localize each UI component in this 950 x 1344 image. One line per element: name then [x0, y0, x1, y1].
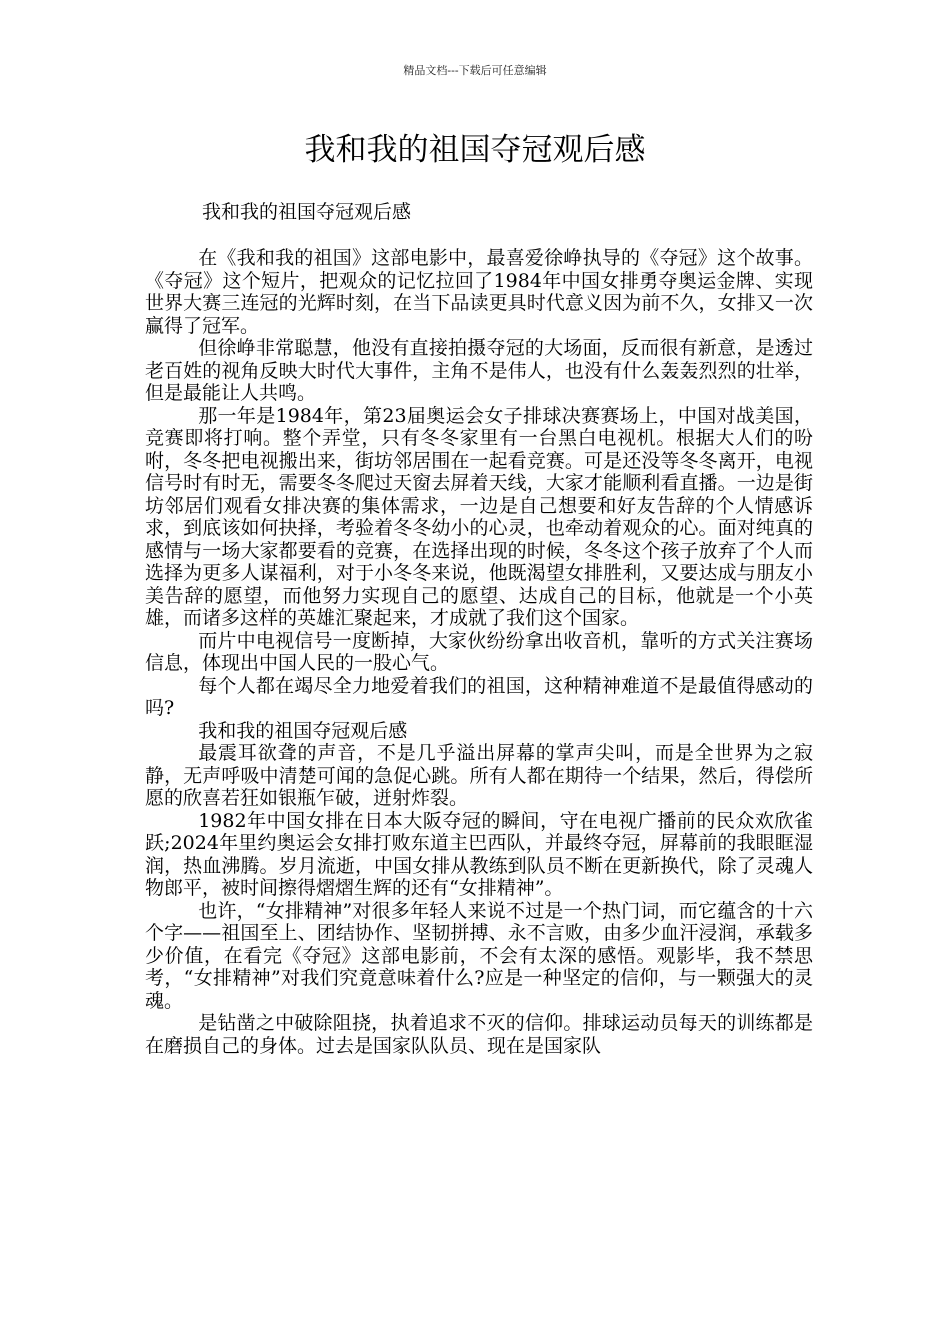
header-note: 精品文档---下载后可任意编辑	[403, 64, 547, 77]
paragraph: 最震耳欲聋的声音，不是几乎溢出屏幕的掌声尖叫，而是全世界为之寂静，无声呼吸中清楚可闻的急促心跳。所有人都在期待一个结果，然后，得偿所愿的欣喜若狂如银瓶乍破，迸射炸裂。	[145, 742, 813, 809]
paragraph: 但徐峥非常聪慧，他没有直接拍摄夺冠的大场面，反而很有新意，是透过老百姓的视角反映大时代大事件，主角不是伟人，也没有什么轰轰烈烈的壮举，但是最能让人共鸣。	[145, 337, 813, 404]
document-title: 我和我的祖国夺冠观后感	[304, 132, 646, 168]
paragraph: 1982年中国女排在日本大阪夺冠的瞬间，守在电视广播前的民众欢欣雀跃;2024年里约奥运会女排打败东道主巴西队，并最终夺冠，屏幕前的我眼眶湿润，热血沸腾。岁月流逝，中国女排从教练到队员不断在更新换代，除了灵魂人物郎平，被时间擦得熠熠生辉的还有“女排精神”。	[145, 809, 813, 899]
paragraph: 每个人都在竭尽全力地爱着我们的祖国，这种精神难道不是最值得感动的吗?	[145, 674, 813, 719]
paragraph: 那一年是1984年，第23届奥运会女子排球决赛赛场上，中国对战美国，竞赛即将打响。整个弄堂，只有冬冬家里有一台黑白电视机。根据大人们的吩咐，冬冬把电视搬出来，街坊邻居围在一起看竞赛。可是还没等冬冬离开，电视信号时有时无，需要冬冬爬过天窗去屏着天线，大家才能顺利看直播。一边是街坊邻居们观看女排决赛的集体需求，一边是自己想要和好友告辞的个人情感诉求，到底该如何抉择，考验着冬冬幼小的心灵，也牵动着观众的心。面对纯真的感情与一场大家都要看的竞赛，在选择出现的时候，冬冬这个孩子放弃了个人而选择为更多人谋福利，对于小冬冬来说，他既渴望女排胜利，又要达成与朋友小美告辞的愿望，而他努力实现自己的愿望、达成自己的目标，他就是一个小英雄，而诸多这样的英雄汇聚起来，才成就了我们这个国家。	[145, 404, 813, 629]
paragraph: 在《我和我的祖国》这部电影中，最喜爱徐峥执导的《夺冠》这个故事。《夺冠》这个短片，把观众的记忆拉回了1984年中国女排勇夺奥运金牌、实现世界大赛三连冠的光辉时刻，在当下品读更具时代意义因为前不久，女排又一次赢得了冠军。	[145, 247, 813, 337]
paragraph: 而片中电视信号一度断掉，大家伙纷纷拿出收音机，靠听的方式关注赛场信息，体现出中国人民的一股心气。	[145, 629, 813, 674]
document-body	[145, 247, 813, 1057]
paragraph: 也许，“女排精神”对很多年轻人来说不过是一个热门词，而它蕴含的十六个字——祖国至上、团结协作、坚韧拼搏、永不言败，由多少血汗浸润，承载多少价值，在看完《夺冠》这部电影前，不会有太深的感悟。观影毕，我不禁思考，“女排精神”对我们究竟意味着什么?应是一种坚定的信仰，与一颗强大的灵魂。	[145, 899, 813, 1012]
section-heading: 我和我的祖国夺冠观后感	[198, 719, 408, 742]
paragraph: 是钻凿之中破除阻挠，执着追求不灭的信仰。排球运动员每天的训练都是在磨损自己的身体。过去是国家队队员、现在是国家队	[145, 1012, 813, 1057]
document-subtitle: 我和我的祖国夺冠观后感	[202, 201, 412, 223]
